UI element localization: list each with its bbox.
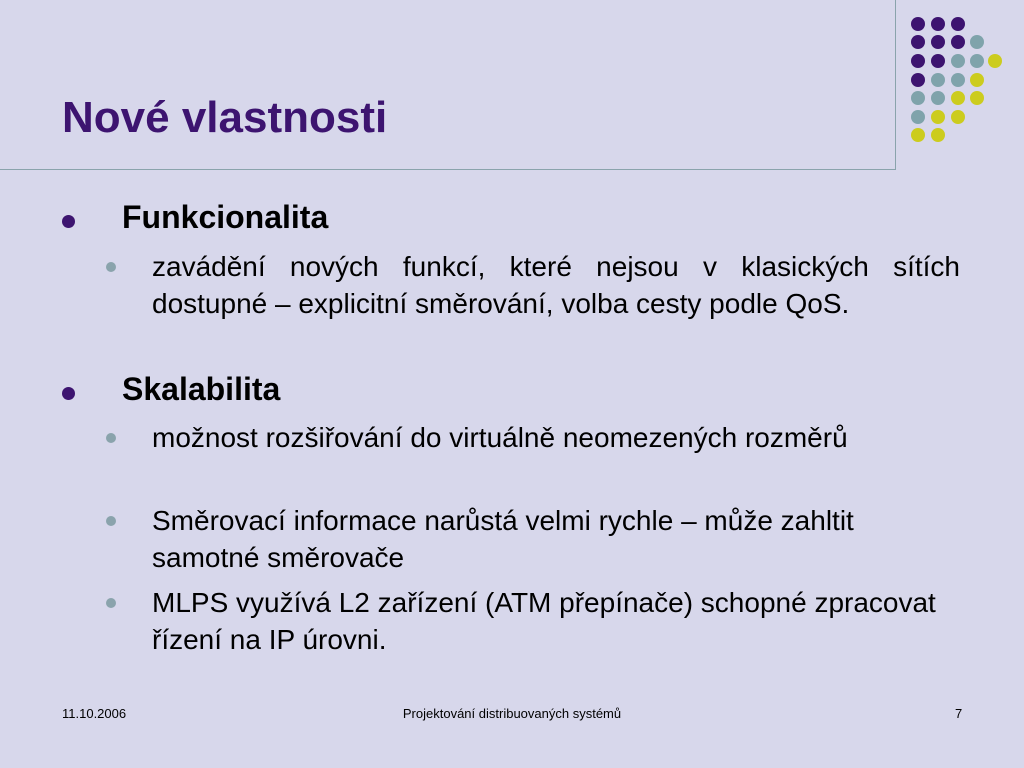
bullet-item: MLPS využívá L2 zařízení (ATM přepínače) schopné zpracovat řízení na IP úrovni. [152,587,936,655]
level1-bullet-icon [62,387,75,400]
level2-bullet-icon [106,262,116,272]
footer-page-number: 7 [955,706,963,721]
bullet-item: možnost rozšiřování do virtuálně neomezených rozměrů [152,422,848,453]
bullet-item: zavádění nových funkcí, které nejsou v klasických sítích dostupné – explicitní směrování, volba cesty podle QoS. [152,251,960,319]
slide-title: Nové vlastnosti [62,93,388,142]
footer-date: 11.10.2006 [62,706,127,721]
level1-bullet-icon [62,215,75,228]
section-heading-skalabilita: Skalabilita [122,371,281,407]
level2-bullet-icon [106,516,116,526]
level2-bullet-icon [106,433,116,443]
section-heading-funkcionalita: Funkcionalita [122,199,329,235]
bullet-item: Směrovací informace narůstá velmi rychle – může zahltit samotné směrovače [152,505,854,573]
footer-course-title: Projektování distribuovaných systémů [402,706,622,721]
level2-bullet-icon [106,598,116,608]
